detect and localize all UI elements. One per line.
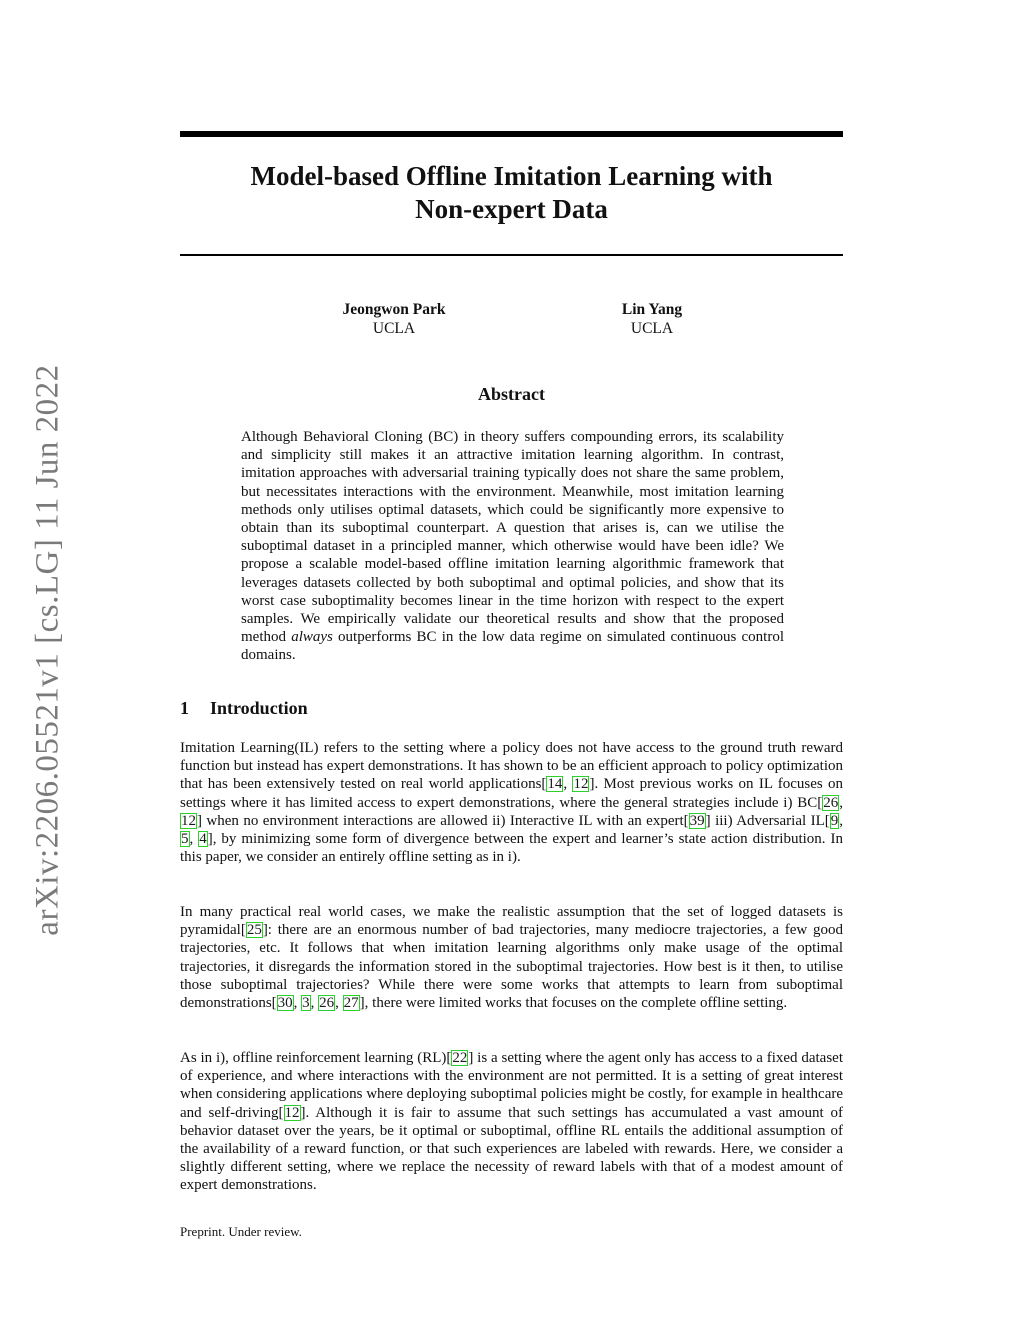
abstract-heading: Abstract bbox=[478, 384, 545, 404]
preprint-footer: Preprint. Under review. bbox=[180, 1224, 302, 1239]
text-run: In many practical real world cases, we make the realistic assumption that the set of logged datasets is pyramidal[ bbox=[180, 904, 843, 939]
section-number: 1 bbox=[180, 698, 189, 718]
text-run: As in i), offline reinforcement learning (RL)[ bbox=[180, 1050, 452, 1066]
citation-link[interactable]: 12 bbox=[573, 776, 589, 793]
author-block-1 bbox=[284, 300, 504, 338]
text-run: ] iii) Adversarial IL[ bbox=[705, 812, 830, 829]
text-run: , bbox=[839, 794, 843, 811]
author-name: Jeongwon Park bbox=[342, 301, 446, 318]
abstract-body bbox=[241, 428, 784, 665]
text-run: Imitation Learning(IL) refers to the setting where a policy does not have access to the ground truth reward function but instead has expert demonstrations. It has shown to be an efficient approach to policy optimization that has been extensively tested on real world applications[ bbox=[180, 740, 843, 793]
abstract-text-end: outperforms BC in the low data regime on simulated continuous control domains. bbox=[241, 629, 784, 664]
citation-link[interactable]: 12 bbox=[181, 812, 196, 829]
citation-link[interactable]: 26 bbox=[823, 794, 839, 811]
citation-link[interactable]: 22 bbox=[452, 1050, 468, 1066]
text-run: , bbox=[310, 995, 319, 1012]
citation-link[interactable]: 14 bbox=[547, 776, 563, 793]
text-run: , bbox=[839, 812, 843, 829]
citation-link[interactable]: 12 bbox=[284, 1104, 300, 1121]
text-run: ]. Although it is fair to assume that such settings has accumulated a vast amount of behavior dataset over the years, be it optimal or suboptimal, offline RL entails the additional assumption of the availability of a reward function, or that such experiences are labeled with rewards. Here, we consider a slightly different setting, where we replace the necessity of reward labels with that of a modest amount of expert demonstrations. bbox=[180, 1104, 844, 1194]
citation-link[interactable]: 4 bbox=[199, 831, 207, 848]
author-affiliation: UCLA bbox=[372, 320, 416, 337]
citation-link[interactable]: 26 bbox=[319, 995, 335, 1012]
abstract-text: Although Behavioral Cloning (BC) in theory suffers compounding errors, its scalability and simplicity still makes it an attractive imitation learning algorithm. In contrast, imitation approaches with adversarial training typically does not share the same problem, but necessitates interactions with the environment. Meanwhile, most imitation learning methods only utilises optimal datasets, which could be significantly more expensive to obtain than its suboptimal counterpart. A question that arises is, can we utilise the suboptimal dataset in a principled manner, which otherwise would have been idle? We propose a scalable model-based offline imitation learning algorithmic framework that leverages datasets collected by both suboptimal and optimal policies, and show that its worst case suboptimality becomes linear in the time horizon with respect to the expert samples. We empirically validate our theoretical results and show that the proposed method bbox=[241, 429, 784, 646]
text-run: , bbox=[293, 995, 302, 1012]
title-bottom-rule bbox=[180, 254, 843, 256]
text-run: ]: there are an enormous number of bad trajectories, many mediocre trajectories, a few good trajectories, etc. It follows that when imitation learning algorithms only make usage of the optimal trajectories, it disregards the information stored in the suboptimal trajectories. How best is it then, to utilise those suboptimal trajectories? While there were some works that attempts to learn from suboptimal demonstrations[ bbox=[180, 922, 843, 1012]
text-run: , bbox=[563, 776, 573, 793]
abstract-emphasis: always bbox=[291, 629, 333, 646]
intro-paragraph-3 bbox=[180, 1049, 843, 1195]
citation-link[interactable]: 39 bbox=[689, 812, 705, 829]
text-run: ] when no environment interactions are allowed ii) Interactive IL with an expert[ bbox=[197, 812, 689, 829]
section-title: Introduction bbox=[210, 698, 308, 718]
text-run: ] is a setting where the agent only has access to a fixed dataset of experience, and where interactions with the environment are not permitted. It is a setting of great interest when considering applications where deploying suboptimal policies might be costly, for example in healthcare and self-driving[ bbox=[180, 1050, 844, 1121]
author-affiliation: UCLA bbox=[630, 320, 674, 337]
author-block-2 bbox=[542, 300, 762, 338]
citation-link[interactable]: 25 bbox=[246, 922, 262, 939]
citation-link[interactable]: 30 bbox=[277, 995, 293, 1012]
text-run: , bbox=[335, 995, 343, 1012]
title-line-2: Non-expert Data bbox=[415, 194, 608, 224]
title-line-1: Model-based Offline Imitation Learning with bbox=[250, 161, 773, 191]
citation-link[interactable]: 9 bbox=[830, 812, 839, 829]
arxiv-sidebar-stamp: arXiv:2206.05521v1 [cs.LG] 11 Jun 2022 bbox=[29, 364, 66, 936]
intro-paragraph-2 bbox=[180, 903, 843, 1012]
citation-link[interactable]: 27 bbox=[343, 995, 359, 1012]
text-run: , bbox=[189, 831, 199, 848]
citation-link[interactable]: 5 bbox=[181, 831, 189, 848]
text-run: ]. Most previous works on IL focuses on settings where it has limited access to expert demonstrations, where the general strategies include i) BC[ bbox=[180, 776, 844, 811]
citation-link[interactable]: 3 bbox=[302, 995, 310, 1012]
text-run: ], there were limited works that focuses on the complete offline setting. bbox=[359, 995, 788, 1012]
author-name: Lin Yang bbox=[621, 301, 683, 318]
text-run: ], by minimizing some form of divergence between the expert and learner’s state action distribution. In this paper, we consider an entirely offline setting as in i). bbox=[180, 831, 843, 866]
paper-title bbox=[180, 160, 843, 226]
section-heading bbox=[180, 698, 308, 719]
intro-paragraph-1 bbox=[180, 739, 843, 866]
title-top-rule bbox=[180, 131, 843, 137]
